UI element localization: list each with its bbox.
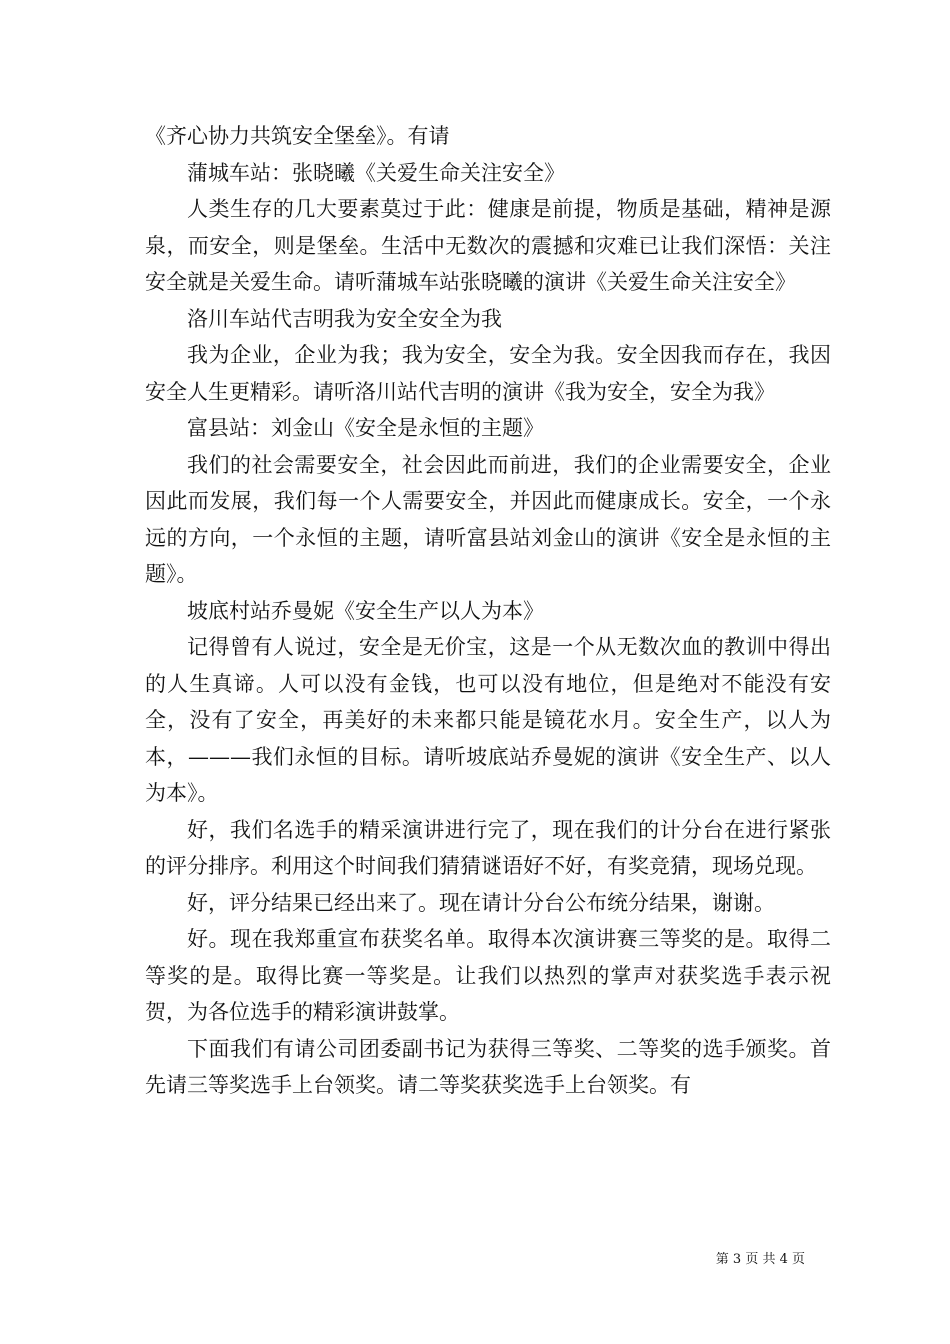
paragraph-results-ready: 好，评分结果已经出来了。现在请计分台公布统分结果，谢谢。 xyxy=(187,890,775,915)
speaker-heading-podicun: 坡底村站乔曼妮《安全生产以人为本》 xyxy=(187,598,544,623)
paragraph-award-announcement: 好。现在我郑重宣布获奖名单。取得本次演讲赛三等奖的是。取得二等奖的是。取得比赛一等奖是。让我们以热烈的掌声对获奖选手表示祝贺，为各位选手的精彩演讲鼓掌。 xyxy=(145,927,831,1024)
paragraph-fuxian-intro: 我们的社会需要安全，社会因此而前进，我们的企业需要安全，企业因此而发展，我们每一个人需要安全，并因此而健康成长。安全，一个永远的方向，一个永恒的主题，请听富县站刘金山的演讲《安全是永恒的主题》。 xyxy=(145,452,831,586)
paragraph-luochuan-intro: 我为企业，企业为我；我为安全，安全为我。安全因我而存在，我因安全人生更精彩。请听洛川站代吉明的演讲《我为安全，安全为我》 xyxy=(145,343,831,404)
speaker-heading-pucheng: 蒲城车站：张晓曦《关爱生命关注安全》 xyxy=(187,160,565,185)
paragraph-podicun-intro: 记得曾有人说过，安全是无价宝，这是一个从无数次血的教训中得出的人生真谛。人可以没有金钱，也可以没有地位，但是绝对不能没有安全，没有了安全，再美好的未来都只能是镜花水月。安全生产，以人为本，———我们永恒的目标。请听坡底站乔曼妮的演讲《安全生产、以人为本》。 xyxy=(145,635,831,805)
page-number-label: 第 3 页 共 4 页 xyxy=(715,1252,805,1267)
paragraph-scoring-break: 好，我们名选手的精采演讲进行完了，现在我们的计分台在进行紧张的评分排序。利用这个时间我们猜猜谜语好不好，有奖竞猜，现场兑现。 xyxy=(145,817,831,878)
page-number-footer xyxy=(716,1248,805,1267)
speaker-heading-fuxian: 富县站：刘金山《安全是永恒的主题》 xyxy=(187,416,544,440)
document-body xyxy=(145,118,831,1104)
paragraph-award-ceremony: 下面我们有请公司团委副书记为获得三等奖、二等奖的选手颁奖。首先请三等奖选手上台领奖。请二等奖获奖选手上台领奖。有 xyxy=(145,1036,831,1097)
paragraph-pucheng-intro: 人类生存的几大要素莫过于此：健康是前提，物质是基础，精神是源泉，而安全，则是堡垒。生活中无数次的震撼和灾难已让我们深悟：关注安全就是关爱生命。请听蒲城车站张晓曦的演讲《关爱生命关注安全》 xyxy=(145,197,831,294)
speaker-heading-luochuan: 洛川车站代吉明我为安全安全为我 xyxy=(187,306,502,331)
paragraph-continuation: 《齐心协力共筑安全堡垒》。有请 xyxy=(145,124,450,148)
